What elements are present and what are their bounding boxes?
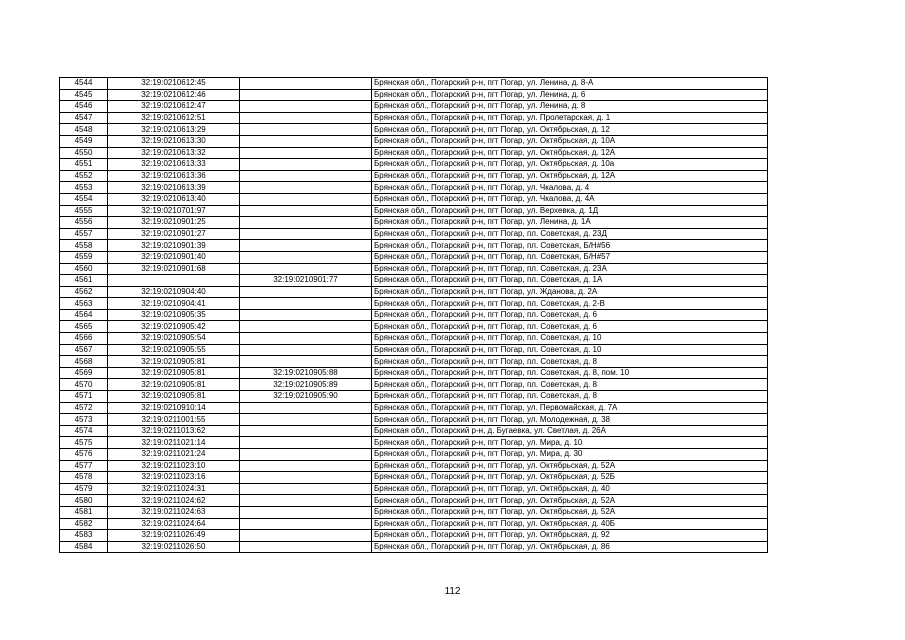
- row-number-cell: 4568: [60, 356, 108, 368]
- related-cadastral-number-cell: [240, 205, 372, 217]
- table-row: [60, 78, 768, 90]
- cadastral-number-cell: 32:19:0210613:36: [108, 170, 240, 182]
- address-cell: Брянская обл., Погарский р-н, пгт Погар, ул. Октябрьская, д. 12А: [372, 147, 768, 159]
- related-cadastral-number-cell: [240, 78, 372, 90]
- related-cadastral-number-cell: [240, 356, 372, 368]
- related-cadastral-number-cell: 32:19:0210905:89: [240, 379, 372, 391]
- related-cadastral-number-cell: [240, 170, 372, 182]
- cadastral-number-cell: 32:19:0210901:25: [108, 217, 240, 229]
- address-cell: Брянская обл., Погарский р-н, пгт Погар, ул. Октябрьская, д. 10А: [372, 135, 768, 147]
- table-row: [60, 495, 768, 507]
- table-row: [60, 251, 768, 263]
- cadastral-number-cell: 32:19:0210901:39: [108, 240, 240, 252]
- address-cell: Брянская обл., Погарский р-н, пгт Погар, пл. Советская, д. 8: [372, 379, 768, 391]
- row-number-cell: 4571: [60, 391, 108, 403]
- address-cell: Брянская обл., Погарский р-н, пгт Погар, ул. Чкалова, д. 4А: [372, 193, 768, 205]
- address-cell: Брянская обл., Погарский р-н, пгт Погар, пл. Советская, д. 23Д: [372, 228, 768, 240]
- row-number-cell: 4563: [60, 298, 108, 310]
- table-row: [60, 275, 768, 287]
- cadastral-number-cell: 32:19:0210613:32: [108, 147, 240, 159]
- address-cell: Брянская обл., Погарский р-н, д. Бугаевка, ул. Светлая, д. 26А: [372, 425, 768, 437]
- cadastral-number-cell: 32:19:0211024:62: [108, 495, 240, 507]
- row-number-cell: 4581: [60, 506, 108, 518]
- row-number-cell: 4547: [60, 112, 108, 124]
- cadastral-number-cell: 32:19:0210613:33: [108, 159, 240, 171]
- cadastral-number-cell: 32:19:0210613:40: [108, 193, 240, 205]
- related-cadastral-number-cell: [240, 321, 372, 333]
- related-cadastral-number-cell: [240, 228, 372, 240]
- row-number-cell: 4576: [60, 449, 108, 461]
- table-row: [60, 333, 768, 345]
- cadastral-number-cell: 32:19:0210701:97: [108, 205, 240, 217]
- cadastral-number-cell: 32:19:0210613:30: [108, 135, 240, 147]
- cadastral-number-cell: 32:19:0211026:50: [108, 541, 240, 553]
- table-row: [60, 135, 768, 147]
- table-row: [60, 170, 768, 182]
- cadastral-number-cell: 32:19:0210612:47: [108, 101, 240, 113]
- registry-table-body: [60, 78, 768, 553]
- cadastral-number-cell: 32:19:0210905:54: [108, 333, 240, 345]
- related-cadastral-number-cell: 32:19:0210905:90: [240, 391, 372, 403]
- related-cadastral-number-cell: [240, 414, 372, 426]
- table-row: [60, 89, 768, 101]
- address-cell: Брянская обл., Погарский р-н, пгт Погар, пл. Советская, д. 2-В: [372, 298, 768, 310]
- table-row: [60, 414, 768, 426]
- related-cadastral-number-cell: [240, 101, 372, 113]
- table-row: [60, 344, 768, 356]
- address-cell: Брянская обл., Погарский р-н, пгт Погар, пл. Советская, д. 8: [372, 356, 768, 368]
- table-row: [60, 286, 768, 298]
- address-cell: Брянская обл., Погарский р-н, пгт Погар, ул. Пролетарская, д. 1: [372, 112, 768, 124]
- address-cell: Брянская обл., Погарский р-н, пгт Погар, ул. Первомайская, д. 7А: [372, 402, 768, 414]
- address-cell: Брянская обл., Погарский р-н, пгт Погар, ул. Октябрьская, д. 40Б: [372, 518, 768, 530]
- cadastral-number-cell: 32:19:0211021:24: [108, 449, 240, 461]
- table-row: [60, 437, 768, 449]
- related-cadastral-number-cell: [240, 541, 372, 553]
- address-cell: Брянская обл., Погарский р-н, пгт Погар, пл. Советская, Б/Н#56: [372, 240, 768, 252]
- address-cell: Брянская обл., Погарский р-н, пгт Погар, ул. Чкалова, д. 4: [372, 182, 768, 194]
- row-number-cell: 4564: [60, 309, 108, 321]
- related-cadastral-number-cell: [240, 135, 372, 147]
- cadastral-number-cell: 32:19:0211023:10: [108, 460, 240, 472]
- address-cell: Брянская обл., Погарский р-н, пгт Погар, ул. Октябрьская, д. 52А: [372, 506, 768, 518]
- row-number-cell: 4578: [60, 472, 108, 484]
- address-cell: Брянская обл., Погарский р-н, пгт Погар, ул. Октябрьская, д. 92: [372, 530, 768, 542]
- table-row: [60, 147, 768, 159]
- address-cell: Брянская обл., Погарский р-н, пгт Погар, ул. Октябрьская, д. 12А: [372, 170, 768, 182]
- cadastral-number-cell: 32:19:0210910:14: [108, 402, 240, 414]
- cadastral-number-cell: 32:19:0210905:81: [108, 391, 240, 403]
- address-cell: Брянская обл., Погарский р-н, пгт Погар, ул. Жданова, д. 2А: [372, 286, 768, 298]
- row-number-cell: 4545: [60, 89, 108, 101]
- address-cell: Брянская обл., Погарский р-н, пгт Погар, пл. Советская, д. 10: [372, 344, 768, 356]
- row-number-cell: 4556: [60, 217, 108, 229]
- table-row: [60, 193, 768, 205]
- row-number-cell: 4565: [60, 321, 108, 333]
- row-number-cell: 4555: [60, 205, 108, 217]
- cadastral-number-cell: 32:19:0210905:81: [108, 356, 240, 368]
- row-number-cell: 4579: [60, 483, 108, 495]
- table-row: [60, 321, 768, 333]
- related-cadastral-number-cell: 32:19:0210905:88: [240, 367, 372, 379]
- address-cell: Брянская обл., Погарский р-н, пгт Погар, пл. Советская, д. 10: [372, 333, 768, 345]
- related-cadastral-number-cell: [240, 333, 372, 345]
- table-row: [60, 379, 768, 391]
- cadastral-number-cell: 32:19:0210905:81: [108, 379, 240, 391]
- row-number-cell: 4572: [60, 402, 108, 414]
- table-row: [60, 217, 768, 229]
- table-row: [60, 518, 768, 530]
- table-row: [60, 402, 768, 414]
- table-row: [60, 391, 768, 403]
- registry-table: [59, 77, 768, 553]
- related-cadastral-number-cell: [240, 402, 372, 414]
- row-number-cell: 4557: [60, 228, 108, 240]
- related-cadastral-number-cell: [240, 251, 372, 263]
- cadastral-number-cell: 32:19:0211026:49: [108, 530, 240, 542]
- table-row: [60, 506, 768, 518]
- address-cell: Брянская обл., Погарский р-н, пгт Погар, ул. Мира, д. 10: [372, 437, 768, 449]
- cadastral-number-cell: 32:19:0210612:45: [108, 78, 240, 90]
- related-cadastral-number-cell: [240, 286, 372, 298]
- related-cadastral-number-cell: [240, 89, 372, 101]
- table-row: [60, 541, 768, 553]
- related-cadastral-number-cell: [240, 518, 372, 530]
- cadastral-number-cell: 32:19:0210612:51: [108, 112, 240, 124]
- cadastral-number-cell: 32:19:0211024:31: [108, 483, 240, 495]
- table-row: [60, 101, 768, 113]
- table-row: [60, 530, 768, 542]
- row-number-cell: 4546: [60, 101, 108, 113]
- address-cell: Брянская обл., Погарский р-н, пгт Погар, ул. Октябрьская, д. 52А: [372, 495, 768, 507]
- related-cadastral-number-cell: [240, 437, 372, 449]
- related-cadastral-number-cell: [240, 182, 372, 194]
- cadastral-number-cell: 32:19:0210905:35: [108, 309, 240, 321]
- row-number-cell: 4554: [60, 193, 108, 205]
- cadastral-number-cell: 32:19:0211024:64: [108, 518, 240, 530]
- address-cell: Брянская обл., Погарский р-н, пгт Погар, ул. Октябрьская, д. 40: [372, 483, 768, 495]
- related-cadastral-number-cell: [240, 495, 372, 507]
- cadastral-number-cell: 32:19:0210612:46: [108, 89, 240, 101]
- table-row: [60, 112, 768, 124]
- related-cadastral-number-cell: [240, 217, 372, 229]
- address-cell: Брянская обл., Погарский р-н, пгт Погар, пл. Советская, д. 8: [372, 391, 768, 403]
- related-cadastral-number-cell: [240, 112, 372, 124]
- cadastral-number-cell: 32:19:0211013:62: [108, 425, 240, 437]
- table-row: [60, 425, 768, 437]
- cadastral-number-cell: [108, 275, 240, 287]
- page-number: 112: [444, 586, 461, 597]
- related-cadastral-number-cell: [240, 449, 372, 461]
- address-cell: Брянская обл., Погарский р-н, пгт Погар, ул. Верхевка, д. 1Д: [372, 205, 768, 217]
- table-row: [60, 472, 768, 484]
- related-cadastral-number-cell: [240, 425, 372, 437]
- cadastral-number-cell: 32:19:0210901:27: [108, 228, 240, 240]
- cadastral-number-cell: 32:19:0210904:41: [108, 298, 240, 310]
- cadastral-number-cell: 32:19:0211024:63: [108, 506, 240, 518]
- table-row: [60, 298, 768, 310]
- address-cell: Брянская обл., Погарский р-н, пгт Погар, ул. Октябрьская, д. 86: [372, 541, 768, 553]
- cadastral-number-cell: 32:19:0210901:40: [108, 251, 240, 263]
- related-cadastral-number-cell: [240, 506, 372, 518]
- table-row: [60, 356, 768, 368]
- table-row: [60, 483, 768, 495]
- row-number-cell: 4552: [60, 170, 108, 182]
- table-row: [60, 159, 768, 171]
- address-cell: Брянская обл., Погарский р-н, пгт Погар, ул. Ленина, д. 8-А: [372, 78, 768, 90]
- related-cadastral-number-cell: [240, 483, 372, 495]
- related-cadastral-number-cell: [240, 124, 372, 136]
- cadastral-number-cell: 32:19:0210905:81: [108, 367, 240, 379]
- row-number-cell: 4574: [60, 425, 108, 437]
- row-number-cell: 4553: [60, 182, 108, 194]
- table-row: [60, 263, 768, 275]
- cadastral-number-cell: 32:19:0211001:55: [108, 414, 240, 426]
- table-row: [60, 228, 768, 240]
- row-number-cell: 4561: [60, 275, 108, 287]
- table-row: [60, 367, 768, 379]
- row-number-cell: 4573: [60, 414, 108, 426]
- row-number-cell: 4549: [60, 135, 108, 147]
- address-cell: Брянская обл., Погарский р-н, пгт Погар, ул. Октябрьская, д. 52Б: [372, 472, 768, 484]
- address-cell: Брянская обл., Погарский р-н, пгт Погар, ул. Октябрьская, д. 52А: [372, 460, 768, 472]
- cadastral-number-cell: 32:19:0210904:40: [108, 286, 240, 298]
- row-number-cell: 4583: [60, 530, 108, 542]
- cadastral-number-cell: 32:19:0210905:55: [108, 344, 240, 356]
- related-cadastral-number-cell: [240, 159, 372, 171]
- row-number-cell: 4550: [60, 147, 108, 159]
- address-cell: Брянская обл., Погарский р-н, пгт Погар, ул. Молодежная, д. 38: [372, 414, 768, 426]
- related-cadastral-number-cell: [240, 240, 372, 252]
- row-number-cell: 4562: [60, 286, 108, 298]
- row-number-cell: 4580: [60, 495, 108, 507]
- related-cadastral-number-cell: [240, 147, 372, 159]
- related-cadastral-number-cell: 32:19:0210901:77: [240, 275, 372, 287]
- cadastral-number-cell: 32:19:0210905:42: [108, 321, 240, 333]
- related-cadastral-number-cell: [240, 344, 372, 356]
- table-row: [60, 124, 768, 136]
- table-row: [60, 240, 768, 252]
- row-number-cell: 4584: [60, 541, 108, 553]
- table-row: [60, 205, 768, 217]
- address-cell: Брянская обл., Погарский р-н, пгт Погар, ул. Ленина, д. 6: [372, 89, 768, 101]
- row-number-cell: 4559: [60, 251, 108, 263]
- row-number-cell: 4544: [60, 78, 108, 90]
- address-cell: Брянская обл., Погарский р-н, пгт Погар, пл. Советская, д. 6: [372, 309, 768, 321]
- address-cell: Брянская обл., Погарский р-н, пгт Погар, ул. Октябрьская, д. 10а: [372, 159, 768, 171]
- cadastral-number-cell: 32:19:0210901:68: [108, 263, 240, 275]
- related-cadastral-number-cell: [240, 472, 372, 484]
- related-cadastral-number-cell: [240, 309, 372, 321]
- row-number-cell: 4566: [60, 333, 108, 345]
- related-cadastral-number-cell: [240, 298, 372, 310]
- related-cadastral-number-cell: [240, 460, 372, 472]
- table-row: [60, 309, 768, 321]
- address-cell: Брянская обл., Погарский р-н, пгт Погар, ул. Мира, д. 30: [372, 449, 768, 461]
- address-cell: Брянская обл., Погарский р-н, пгт Погар, пл. Советская, д. 23А: [372, 263, 768, 275]
- address-cell: Брянская обл., Погарский р-н, пгт Погар, ул. Ленина, д. 8: [372, 101, 768, 113]
- row-number-cell: 4551: [60, 159, 108, 171]
- row-number-cell: 4558: [60, 240, 108, 252]
- address-cell: Брянская обл., Погарский р-н, пгт Погар, ул. Ленина, д. 1А: [372, 217, 768, 229]
- related-cadastral-number-cell: [240, 263, 372, 275]
- row-number-cell: 4548: [60, 124, 108, 136]
- row-number-cell: 4577: [60, 460, 108, 472]
- related-cadastral-number-cell: [240, 193, 372, 205]
- row-number-cell: 4560: [60, 263, 108, 275]
- cadastral-number-cell: 32:19:0210613:29: [108, 124, 240, 136]
- address-cell: Брянская обл., Погарский р-н, пгт Погар, пл. Советская, д. 8, пом. 10: [372, 367, 768, 379]
- row-number-cell: 4567: [60, 344, 108, 356]
- table-row: [60, 460, 768, 472]
- cadastral-number-cell: 32:19:0210613:39: [108, 182, 240, 194]
- row-number-cell: 4570: [60, 379, 108, 391]
- row-number-cell: 4575: [60, 437, 108, 449]
- table-row: [60, 182, 768, 194]
- row-number-cell: 4569: [60, 367, 108, 379]
- address-cell: Брянская обл., Погарский р-н, пгт Погар, ул. Октябрьская, д. 12: [372, 124, 768, 136]
- related-cadastral-number-cell: [240, 530, 372, 542]
- address-cell: Брянская обл., Погарский р-н, пгт Погар, пл. Советская, д. 6: [372, 321, 768, 333]
- row-number-cell: 4582: [60, 518, 108, 530]
- address-cell: Брянская обл., Погарский р-н, пгт Погар, пл. Советская, Б/Н#57: [372, 251, 768, 263]
- cadastral-number-cell: 32:19:0211021:14: [108, 437, 240, 449]
- address-cell: Брянская обл., Погарский р-н, пгт Погар, пл. Советская, д. 1А: [372, 275, 768, 287]
- cadastral-number-cell: 32:19:0211023:16: [108, 472, 240, 484]
- table-row: [60, 449, 768, 461]
